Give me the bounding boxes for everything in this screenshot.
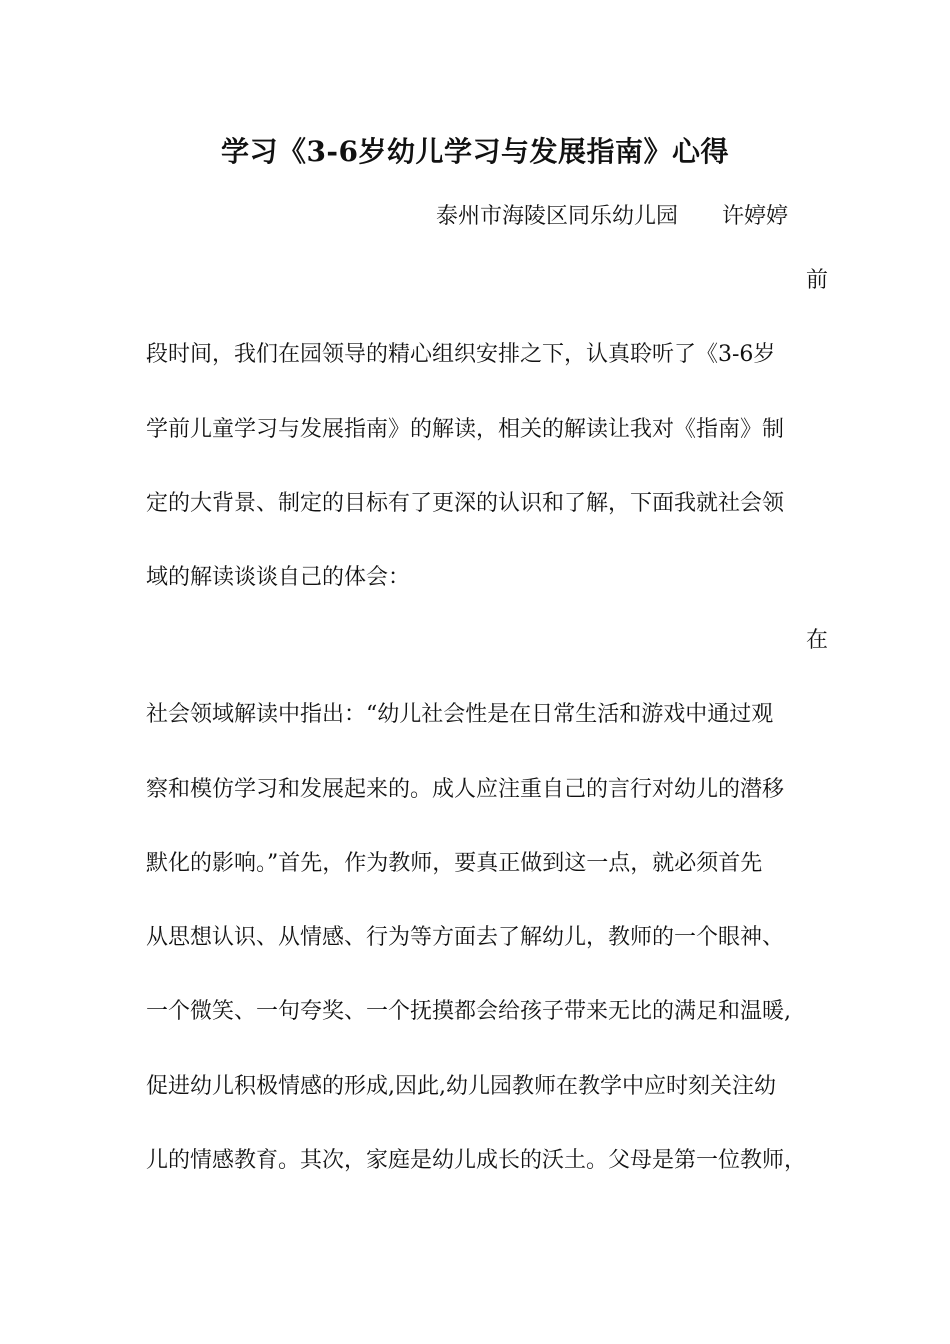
text-line: 从思想认识、从情感、行为等方面去了解幼儿，教师的一个眼神、 bbox=[146, 925, 785, 950]
text-line: 定的大背景、制定的目标有了更深的认识和了解，下面我就社会领 bbox=[146, 491, 785, 516]
text-line: 一个微笑、一句夸奖、一个抚摸都会给孩子带来无比的满足和温暖, bbox=[146, 999, 791, 1024]
text-line: 察和模仿学习和发展起来的。成人应注重自己的言行对幼儿的潜移 bbox=[146, 777, 785, 802]
text-line: 段时间，我们在园领导的精心组织安排之下，认真聆听了《3-6岁 bbox=[146, 342, 776, 367]
text-line: 域的解读谈谈自己的体会： bbox=[146, 565, 411, 590]
paragraph-lead-char: 前 bbox=[806, 268, 829, 293]
text-line: 默化的影响。”首先，作为教师，要真正做到这一点，就必须首先 bbox=[146, 851, 763, 876]
text-line: 儿的情感教育。其次，家庭是幼儿成长的沃土。父母是第一位教师， bbox=[146, 1148, 807, 1173]
text-line: 促进幼儿积极情感的形成,因此,幼儿园教师在教学中应时刻关注幼 bbox=[146, 1074, 776, 1099]
text-line: 社会领域解读中指出：“幼儿社会性是在日常生活和游戏中通过观 bbox=[146, 702, 774, 727]
text-line: 学前儿童学习与发展指南》的解读，相关的解读让我对《指南》制 bbox=[146, 417, 785, 442]
document-title: 学习《3-6岁幼儿学习与发展指南》心得 bbox=[220, 135, 730, 168]
paragraph-lead-char: 在 bbox=[806, 628, 829, 653]
author-line: 泰州市海陵区同乐幼儿园 许婷婷 bbox=[436, 204, 789, 229]
